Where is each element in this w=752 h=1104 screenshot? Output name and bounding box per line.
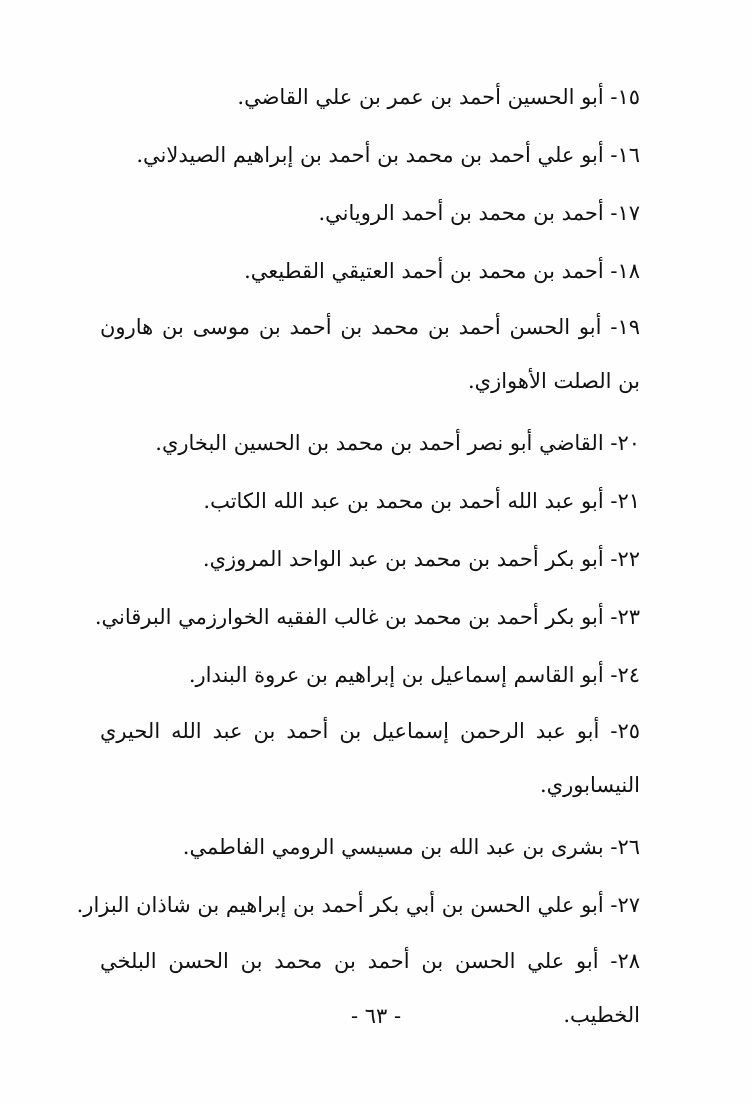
list-item-23: ٢٣- أبو بكر أحمد بن محمد بن غالب الفقيه الخوارزمي البرقاني. <box>94 605 640 629</box>
list-item-28: ٢٨- أبو علي الحسن بن أحمد بن محمد بن الحسن البلخي الخطيب. <box>100 949 640 1027</box>
list-item-15: ١٥- أبو الحسين أحمد بن عمر بن علي القاضي. <box>237 85 640 109</box>
page-number: - ٦٣ - <box>350 1004 402 1028</box>
list-item-24: ٢٤- أبو القاسم إسماعيل بن إبراهيم بن عروة البندار. <box>188 663 640 687</box>
narrator-list <box>76 68 640 1048</box>
list-item-18: ١٨- أحمد بن محمد بن أحمد العتيقي القطيعي. <box>244 259 640 283</box>
list-item-27: ٢٧- أبو علي الحسن بن أبي بكر أحمد بن إبراهيم بن شاذان البزار. <box>76 893 640 917</box>
list-item-19: ١٩- أبو الحسن أحمد بن محمد بن أحمد بن موسى بن هارون بن الصلت الأهوازي. <box>100 315 640 393</box>
list-item-26: ٢٦- بشرى بن عبد الله بن مسيسي الرومي الفاطمي. <box>182 835 640 859</box>
list-item-20: ٢٠- القاضي أبو نصر أحمد بن محمد بن الحسين البخاري. <box>155 431 640 455</box>
list-item-21: ٢١- أبو عبد الله أحمد بن محمد بن عبد الله الكاتب. <box>203 489 640 513</box>
list-item-17: ١٧- أحمد بن محمد بن أحمد الروياني. <box>318 201 640 225</box>
list-item-22: ٢٢- أبو بكر أحمد بن محمد بن عبد الواحد المروزي. <box>202 547 640 571</box>
list-item-16: ١٦- أبو علي أحمد بن محمد بن أحمد بن إبراهيم الصيدلاني. <box>136 143 640 167</box>
list-item-25: ٢٥- أبو عبد الرحمن إسماعيل بن أحمد بن عبد الله الحيري النيسابوري. <box>100 719 640 797</box>
